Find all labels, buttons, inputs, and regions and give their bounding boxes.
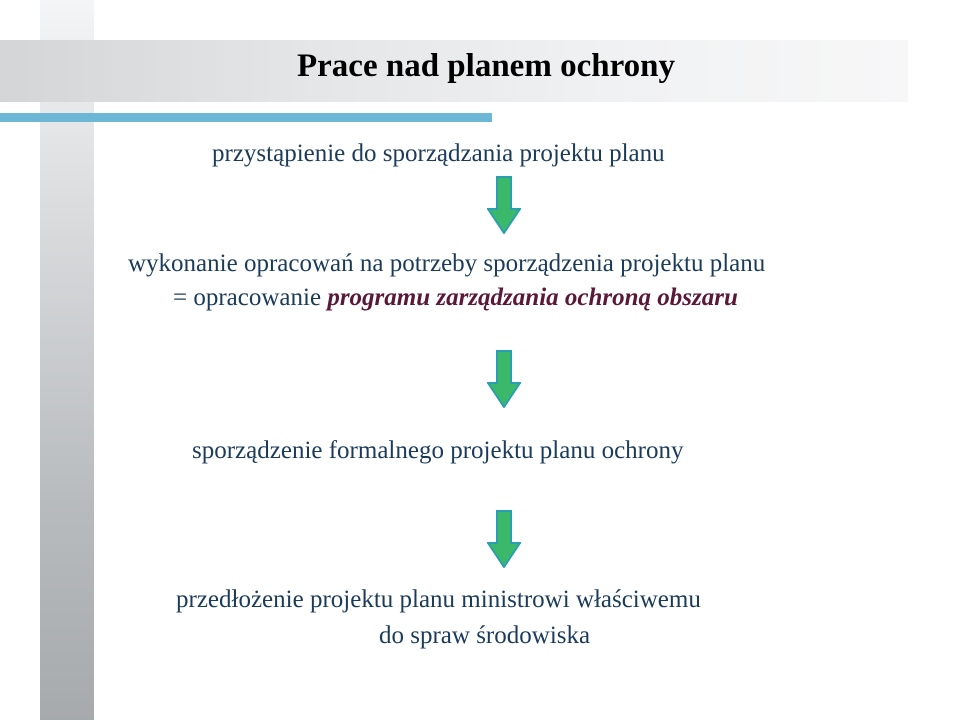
step-1-text: przystąpienie do sporządzania projektu planu — [212, 140, 665, 167]
step-2-emphasis: programu zarządzania ochroną obszaru — [327, 284, 738, 311]
step-2-text-line2 — [173, 284, 738, 312]
step-4-text-line1: przedłożenie projektu planu ministrowi właściwemu — [176, 586, 701, 613]
step-2-prefix: = opracowanie — [173, 284, 328, 311]
accent-bar — [0, 113, 492, 122]
down-arrow-icon — [487, 510, 521, 568]
step-2-text-line1: wykonanie opracowań na potrzeby sporządzenia projektu planu — [128, 250, 766, 277]
down-arrow-icon — [487, 176, 521, 234]
down-arrow-icon — [487, 350, 521, 408]
step-3-text: sporządzenie formalnego projektu planu ochrony — [192, 437, 684, 464]
step-4-text-line2: do spraw środowiska — [379, 622, 591, 649]
slide-title: Prace nad planem ochrony — [297, 48, 675, 84]
side-gradient-bar — [40, 0, 94, 720]
